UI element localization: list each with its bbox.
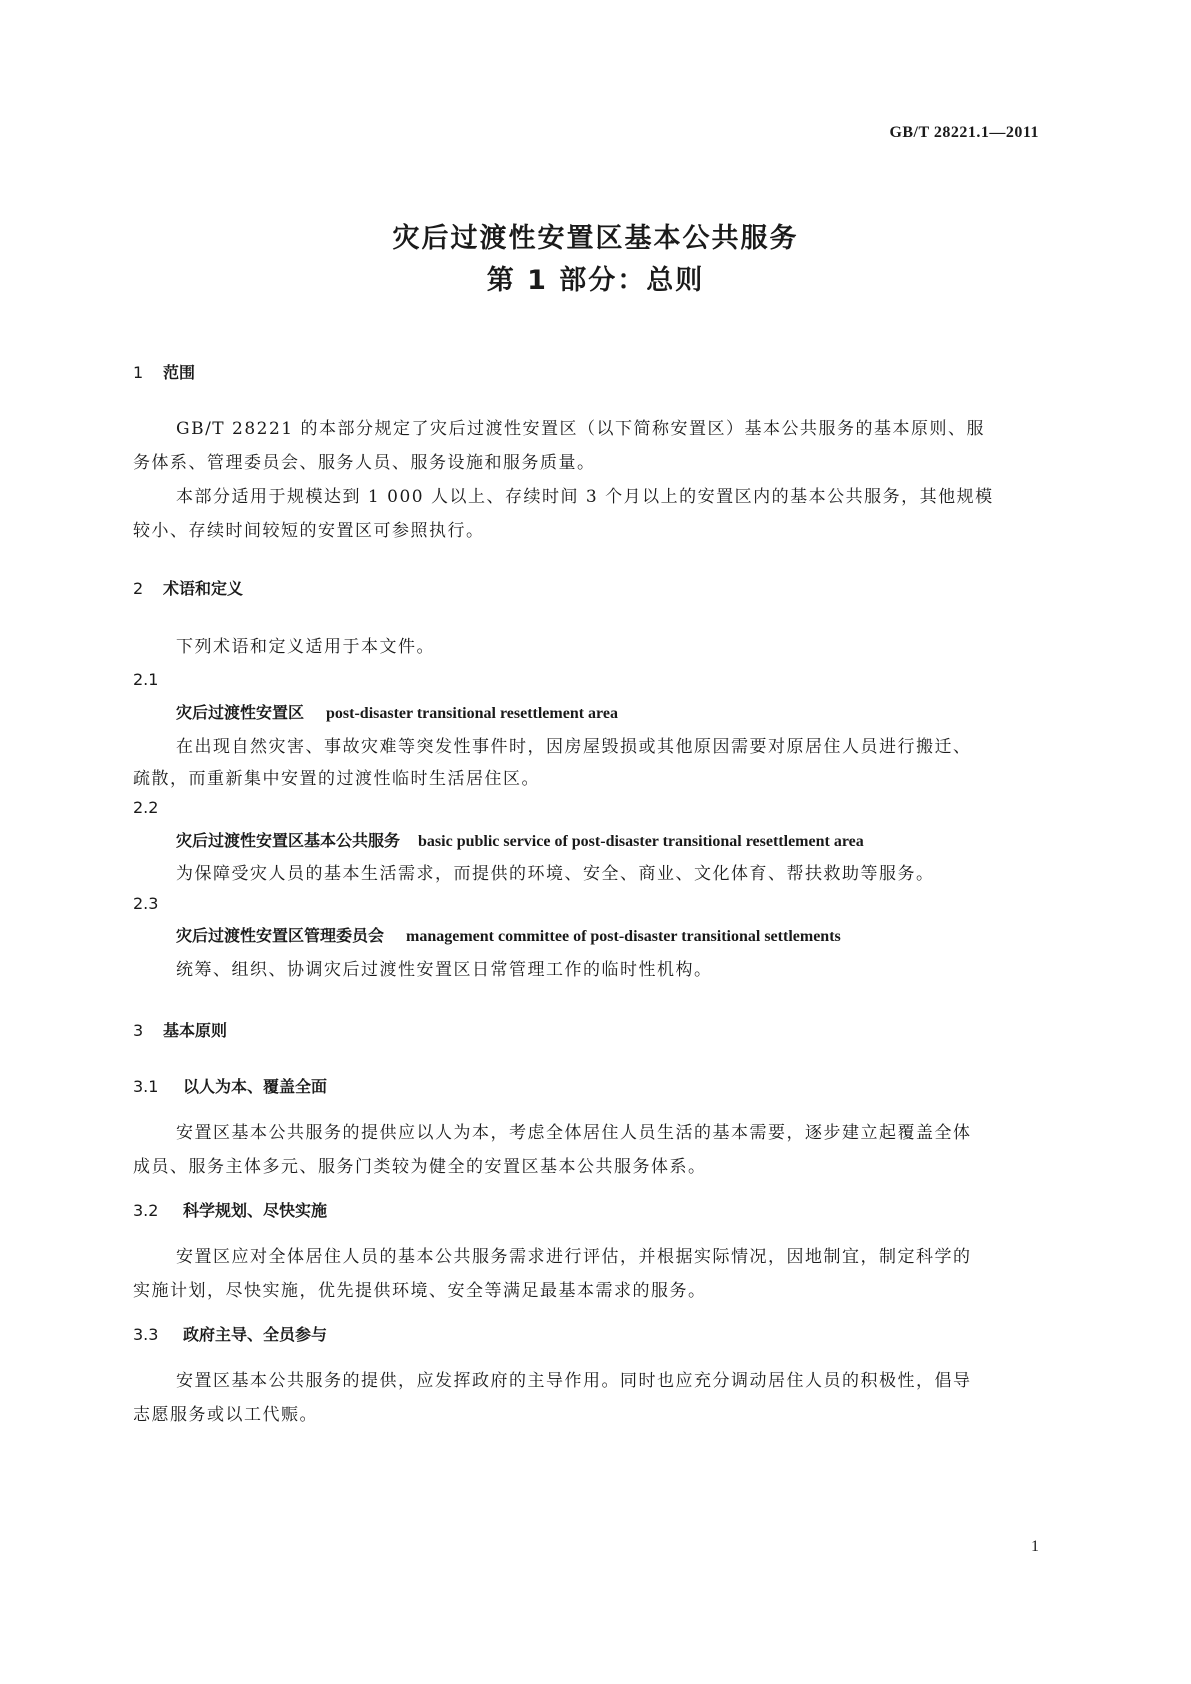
scope-paragraph-2-line-1: 本部分适用于规模达到 1 000 人以上、存续时间 3 个月以上的安置区内的基本公共服务，其他规模 [176, 487, 994, 507]
clause-number: 3.3 [133, 1325, 159, 1344]
terms-intro: 下列术语和定义适用于本文件。 [176, 637, 435, 657]
term-chinese: 灾后过渡性安置区基本公共服务 [176, 831, 401, 850]
clause-3-2-line-2: 实施计划，尽快实施，优先提供环境、安全等满足最基本需求的服务。 [133, 1281, 707, 1301]
section-number: 2 [133, 579, 144, 598]
clause-3-3-line-1: 安置区基本公共服务的提供，应发挥政府的主导作用。同时也应充分调动居住人员的积极性，倡导 [176, 1371, 972, 1391]
scope-paragraph-1-line-2: 务体系、管理委员会、服务人员、服务设施和服务质量。 [133, 453, 596, 473]
section-2-heading [133, 576, 243, 599]
section-title: 术语和定义 [163, 579, 244, 598]
term-number: 2.3 [133, 894, 159, 913]
section-1-heading [133, 360, 195, 383]
term-chinese: 灾后过渡性安置区管理委员会 [176, 926, 385, 945]
clause-3-3-line-2: 志愿服务或以工代赈。 [133, 1405, 318, 1425]
section-number: 1 [133, 363, 144, 382]
scope-paragraph-2-line-2: 较小、存续时间较短的安置区可参照执行。 [133, 521, 485, 541]
section-3-heading [133, 1018, 227, 1041]
clause-3-1-line-2: 成员、服务主体多元、服务门类较为健全的安置区基本公共服务体系。 [133, 1157, 707, 1177]
term-definition-line-1: 统筹、组织、协调灾后过渡性安置区日常管理工作的临时性机构。 [176, 960, 713, 980]
section-title: 范围 [163, 363, 196, 382]
term-english: post-disaster transitional resettlement area [326, 705, 618, 722]
term-english: management committee of post-disaster transitional settlements [406, 928, 841, 945]
page-number: 1 [1031, 1538, 1039, 1555]
term-entry [176, 700, 618, 723]
term-entry [176, 923, 841, 946]
term-chinese: 灾后过渡性安置区 [176, 703, 305, 722]
clause-title: 政府主导、全员参与 [183, 1325, 328, 1344]
clause-3-1-line-1: 安置区基本公共服务的提供应以人为本，考虑全体居住人员生活的基本需要，逐步建立起覆盖全体 [176, 1123, 972, 1143]
section-title: 基本原则 [163, 1021, 228, 1040]
clause-number: 3.1 [133, 1077, 159, 1096]
scope-paragraph-1-line-1: GB/T 28221 的本部分规定了灾后过渡性安置区（以下简称安置区）基本公共服务的基本原则、服 [176, 419, 986, 439]
term-definition-line-1: 为保障受灾人员的基本生活需求，而提供的环境、安全、商业、文化体育、帮扶救助等服务。 [176, 864, 935, 884]
clause-3-2-heading [133, 1198, 327, 1221]
term-english: basic public service of post-disaster transitional resettlement area [418, 833, 864, 850]
clause-number: 3.2 [133, 1201, 159, 1220]
document-subtitle: 第 1 部分：总则 [486, 265, 705, 296]
term-entry [176, 828, 864, 851]
clause-3-1-heading [133, 1074, 327, 1097]
clause-title: 以人为本、覆盖全面 [183, 1077, 328, 1096]
standard-code: GB/T 28221.1—2011 [889, 124, 1039, 141]
term-definition-line-2: 疏散，而重新集中安置的过渡性临时生活居住区。 [133, 769, 540, 789]
term-number: 2.1 [133, 670, 159, 689]
clause-title: 科学规划、尽快实施 [183, 1201, 328, 1220]
term-definition-line-1: 在出现自然灾害、事故灾难等突发性事件时，因房屋毁损或其他原因需要对原居住人员进行搬迁、 [176, 737, 972, 757]
term-number: 2.2 [133, 798, 159, 817]
section-number: 3 [133, 1021, 144, 1040]
clause-3-2-line-1: 安置区应对全体居住人员的基本公共服务需求进行评估，并根据实际情况，因地制宜，制定科学的 [176, 1247, 972, 1267]
clause-3-3-heading [133, 1322, 327, 1345]
document-title: 灾后过渡性安置区基本公共服务 [392, 223, 799, 254]
